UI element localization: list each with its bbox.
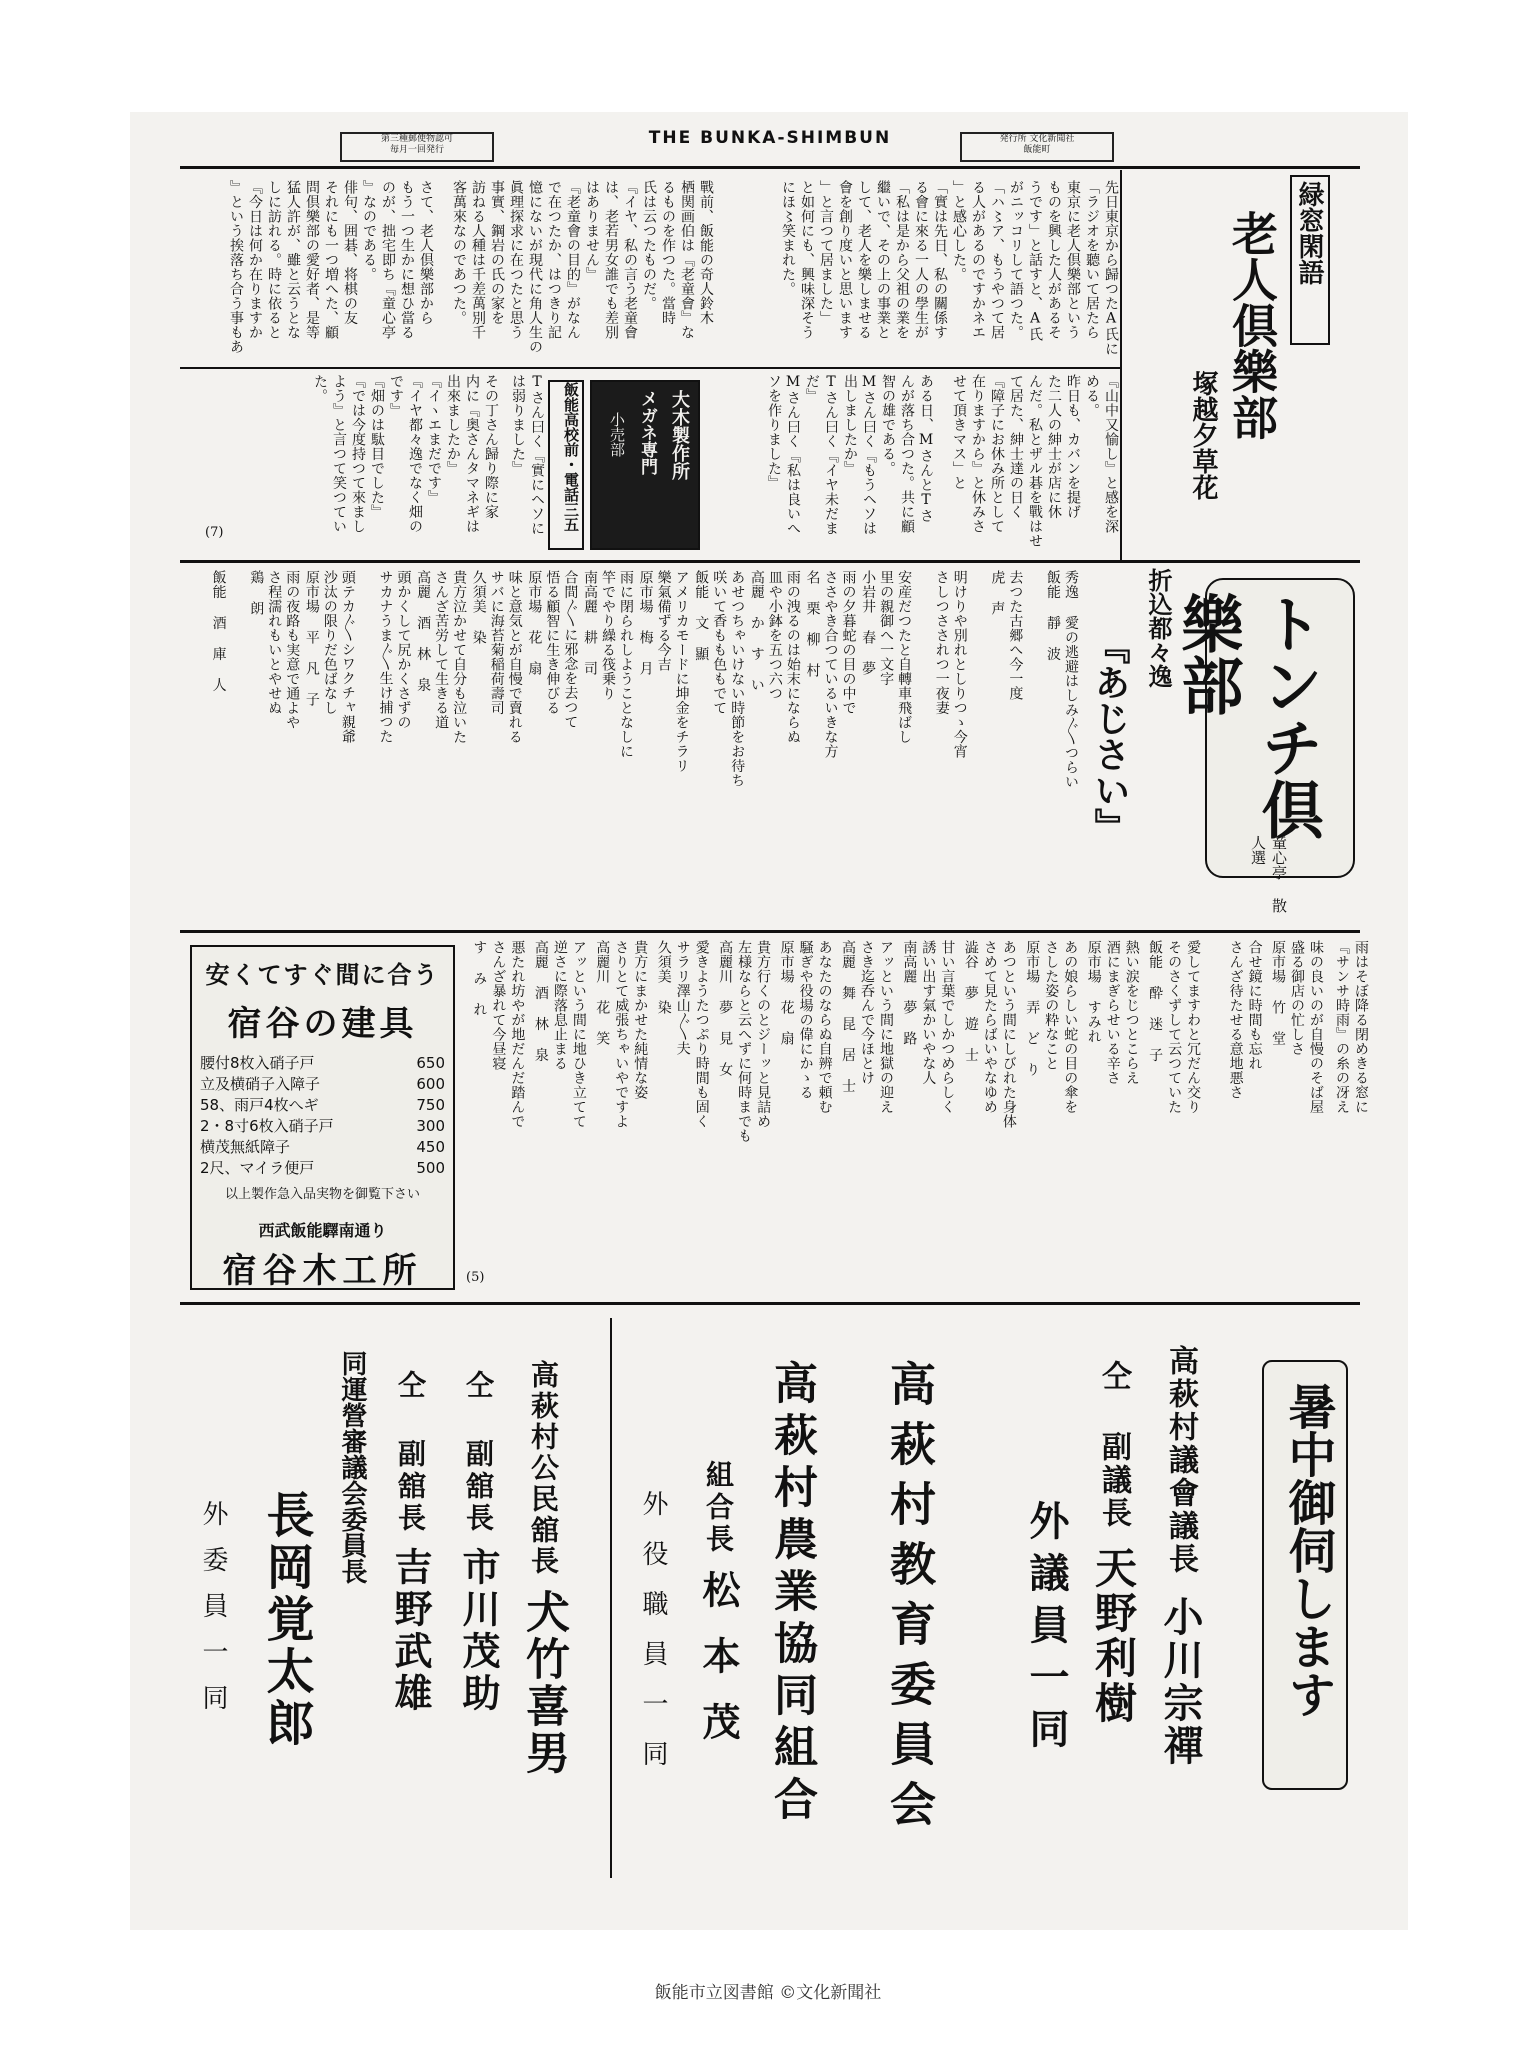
- community-hall-head: 高萩村公民舘長犬竹喜男: [518, 1360, 569, 1777]
- senryu-line: さんざ暴れて今昼寝: [490, 940, 507, 1071]
- price-item-value: 500: [416, 1159, 445, 1177]
- column-part3: さて、老人倶樂部から もう一つ生かに想ひ當る のが、拙宅即ち『童心亭 』なのである。 俳句、囲碁、将棋の友 それにも一つ増へた、顧 問倶樂部の愛好者、是等 猛人許が、雖と云うとな しに訪れる。時に依ると 『今日は何か在りますか 』という挨落ち合う事もあ: [228, 180, 434, 354]
- dodoitsu-line: 去つた古郷へ今一度: [1007, 570, 1024, 701]
- dodoitsu-poem: [579, 570, 635, 920]
- dodoitsu-author: 南高麗 耕 司: [582, 570, 598, 676]
- dodoitsu-poem: [524, 570, 580, 920]
- optician-ad-specialty: メガネ専門: [637, 390, 657, 475]
- senryu-line: 誘い出す氣かいやな人: [920, 940, 937, 1085]
- dodoitsu-line: 貴方泣かせて自分も泣いた: [451, 570, 468, 744]
- column-author: 塚越夕草花: [1188, 370, 1218, 500]
- assembly-vice-chair: 仝 副議長天野利樹: [1089, 1360, 1138, 1726]
- dodoitsu-poem: [691, 570, 747, 920]
- senryu-poem: [834, 940, 895, 1295]
- price-item-name: 2尺、マイラ便戸: [200, 1159, 315, 1177]
- price-row: [200, 1074, 445, 1095]
- dodoitsu-poem: [635, 570, 691, 920]
- footer-credit: 飯能市立図書館 ©文化新聞社: [654, 1983, 882, 2003]
- senryu-line: 熱い涙をじつとこらえ: [1123, 940, 1140, 1085]
- price-item-name: 2・8寸6枚入硝子戸: [200, 1117, 334, 1135]
- dodoitsu-title: 折込都々逸: [1144, 568, 1173, 688]
- dodoitsu-poem: [190, 570, 246, 920]
- senryu-line: 原市場 すみれ: [1085, 940, 1102, 1044]
- dodoitsu-author: 名 栗 柳 村: [804, 570, 821, 678]
- senryu-line: 久須美 染: [655, 940, 672, 1015]
- dodoitsu-author: 原市場 花 扇: [526, 570, 543, 676]
- dodoitsu-line: 頭テカ〲シワクチャ親爺: [339, 570, 356, 744]
- dodoitsu-poem: [413, 570, 469, 920]
- senryu-line: 合せ鏡に時間も忘れ: [1246, 940, 1263, 1071]
- section-rule-2: [180, 930, 1360, 933]
- council-chair-role: 同運營審議会委員長: [337, 1350, 367, 1584]
- senryu-line: 原市場 花 扇: [778, 940, 795, 1046]
- dodoitsu-line: 飯能 靜 波: [1045, 570, 1061, 661]
- dodoitsu-poem: [969, 570, 1025, 920]
- dodoitsu-poem: [913, 570, 969, 920]
- senryu-poem: [1079, 940, 1140, 1295]
- column-series-label: 緑窓閑語: [1290, 175, 1330, 345]
- senryu-poem: [1202, 940, 1263, 1295]
- senryu-line: 南高麗 夢 路: [901, 940, 918, 1046]
- woodwork-ad-address: 西武飯能驛南通り: [258, 1221, 387, 1240]
- dodoitsu-line: 明けりや別れとしりつゝ今宵: [951, 570, 968, 759]
- masthead-title: THE BUNKA-SHIMBUN: [648, 128, 892, 148]
- dodoitsu-line: 雨の夕暮蛇の目の中で: [840, 570, 857, 715]
- column-part5: ある日、MさんとTさ んが落ち合つた。共に顧 智の雄である。 Mさん曰く『もうヘソは 出しましたか』 Tさん曰く『イヤ未だま だ』 Mさん曰く『私は良いへ ソを作りました』: [766, 374, 934, 536]
- senryu-line: 原市場 竹 堂: [1269, 940, 1286, 1046]
- dodoitsu-author: 原市場 梅 月: [637, 570, 654, 676]
- price-item-name: 58、雨戸4枚へギ: [200, 1096, 319, 1114]
- woodwork-ad-title: 宿谷の建具: [227, 1004, 418, 1044]
- senryu-line: あなたのならぬ自辨で頼む: [816, 940, 833, 1114]
- tonchi-club-title: トンチ倶樂部: [1171, 592, 1324, 840]
- dodoitsu-poem: [1024, 570, 1080, 920]
- dodoitsu-poem: [468, 570, 524, 920]
- senryu-line: 逆さに際落息止まる: [551, 940, 568, 1071]
- dodoitsu-line: ささやき合つているいきな方: [822, 570, 839, 759]
- dodoitsu-line: さしつさされつ一夜妻: [933, 570, 950, 715]
- optician-ad-name: 大木製作所: [669, 390, 690, 480]
- column-part2: 戰前、飯能の奇人鈴木 栖関画伯は『老童會』な るものを作つた。當時 氏は云つたものだ。 『イヤ、私の言う老童會 は、老若男女誰でも差別 はありません』 『老童會の目的』がなん で在つたか、はつきり記 憶にないが現代に角人生の 眞理探求に在つたと思う 事實、鋼岩の氏の家を 訪ねる人種は千差萬別千 客萬來なのであつた。: [451, 180, 714, 354]
- agri-coop-president: 組合長松本茂: [696, 1460, 741, 1768]
- price-item-name: 立及横硝子入障子: [200, 1075, 321, 1093]
- dodoitsu-theme: 『あじさい』: [1089, 628, 1131, 844]
- senryu-line: 騒ぎや役場の偉にかゝる: [797, 940, 814, 1100]
- dodoitsu-line: さ程濡れもいとやせぬ: [266, 570, 283, 715]
- summer-greeting-banner: [1262, 1360, 1348, 1790]
- woodwork-ad-note: 以上製作急入品実物を御覧下さい: [224, 1187, 420, 1202]
- senryu-line: 味の良いのが自慢のそば屋: [1307, 940, 1324, 1114]
- dodoitsu-line: 竿でやり繰る筏乗り: [600, 570, 616, 701]
- price-row: [200, 1053, 445, 1074]
- price-row: [200, 1116, 445, 1137]
- senryu-line: 高麗 舞 昆 居 士: [839, 940, 856, 1093]
- dodoitsu-line: 合間〲に邪念を去つて: [562, 570, 579, 729]
- council-members: 外委員一同: [198, 1500, 228, 1730]
- assembly-members: 外議員一同: [1023, 1500, 1070, 1760]
- senryu-line: 高麗 酒 林 泉: [532, 940, 549, 1062]
- assembly-chair: 高萩村議會議長小川宗禪: [1157, 1345, 1204, 1768]
- greeting-divider: [610, 1318, 612, 1878]
- senryu-line: アッという間に地ひき立てて: [570, 940, 587, 1129]
- senryu-line: 貴方にまかせた純情な姿: [632, 940, 649, 1100]
- dodoitsu-line: 悟る顧智に生き伸びる: [544, 570, 561, 715]
- column-part7: その丁さん歸り際に家 内に『奥さんタマネギは 出來ましたか』 『イヽエまだです』 『イヤ都々逸でなく畑の です』 『畑のは駄目でした』 『では今度持つて來まし よう』と言つて笑つてい た。: [312, 374, 499, 534]
- dodoitsu-author: 高麗 酒 林 泉: [415, 570, 432, 692]
- price-item-value: 600: [416, 1075, 445, 1093]
- dodoitsu-line: 飯能 酒 庫 人: [210, 570, 227, 692]
- senryu-line: 原市場 弄 ど り: [1024, 940, 1041, 1077]
- senryu-line: す み れ: [471, 940, 488, 1017]
- price-row: [200, 1095, 445, 1116]
- column-page-number: (7): [205, 525, 224, 540]
- senryu-line: あの娘らしい蛇の目の傘を: [1062, 940, 1079, 1114]
- optician-ad-address: 飯能高校前・電話三五: [548, 380, 584, 550]
- senryu-line: サラリ澤山〲夫: [674, 940, 691, 1056]
- senryu-line: 盛る御店の忙しさ: [1288, 940, 1305, 1056]
- price-item-name: 横茂無紙障子: [200, 1138, 291, 1156]
- postal-stamp-left: 第三種郵便物認可 毎月一回発行: [340, 132, 494, 162]
- dodoitsu-line: 里の親御へ一文字: [878, 570, 895, 686]
- column-title: 老人倶樂部: [1225, 210, 1279, 440]
- senryu-poem: [772, 940, 833, 1295]
- senryu-line: 高麗川 夢 見 女: [717, 940, 734, 1077]
- header-rule: [180, 166, 1360, 169]
- senryu-line: そのさくずして云つていた: [1166, 940, 1183, 1114]
- senryu-poem: [588, 940, 649, 1295]
- dodoitsu-author: 鶏 朗: [248, 570, 265, 616]
- dodoitsu-line: 咲いて香もも色もでて: [711, 570, 728, 715]
- community-hall-vice2: 仝 副舘長吉野武雄: [388, 1370, 433, 1715]
- senryu-line: さき迄呑んで今ほとけ: [858, 940, 875, 1085]
- tonchi-club-badge: [1171, 578, 1355, 878]
- agri-coop-name: 高萩村農業協同組合: [766, 1360, 817, 1828]
- senryu-line: あつという間にしびれた身体: [1000, 940, 1017, 1129]
- summer-greeting-text: 暑中御伺します: [1280, 1382, 1336, 1718]
- senryu-line: 澁谷 夢 遊 士: [962, 940, 979, 1062]
- dodoitsu-line: 味と意気とが自慢で賣れる: [506, 570, 523, 744]
- section-rule-3: [180, 1302, 1360, 1305]
- dodoitsu-author: 高麗 か す い: [748, 570, 765, 692]
- column-part1: 先日東京から歸つたA氏に 「ラジオを聽いて居たら 東京に老人倶樂部という ものを興した人があるそ うです」と話すと、A氏 がニッコリして語つた。 「ハ〻ア、もうやつて居 る人があるのですかネエ 」と感心した。 「實は先日、私の關係す る會に來る一人の學生が 「私は是から父祖の業を 繼いで、その上の事業と して、老人を樂しませる 會を創り度いと思います 」と言つて居ました」 と如何にも、興味深そう にほ〻笑まれた。: [780, 180, 1119, 356]
- senryu-poem: [956, 940, 1017, 1295]
- senryu-poem: [1018, 940, 1079, 1295]
- woodwork-ad: [190, 945, 455, 1290]
- senryu-line: 悪たれ坊やが地だんだ踏んで: [509, 940, 526, 1129]
- optician-ad-dept: 小売部: [608, 412, 626, 457]
- column-side-rule: [1120, 170, 1122, 560]
- senryu-header: 雨はそぼ降る閉めきる窓に 『サンサ時雨』の糸の冴え: [1334, 940, 1369, 1114]
- dodoitsu-line: 秀逸 愛の逃避はしみ〲つらい: [1063, 570, 1079, 789]
- dodoitsu-author: 原市場 平 凡 子: [303, 570, 320, 707]
- dodoitsu-line: 雨の洩るのは始末にならぬ: [784, 570, 801, 744]
- price-item-value: 450: [416, 1138, 445, 1156]
- senryu-line: さめて見たらばいやなゆめ: [981, 940, 998, 1114]
- dodoitsu-line: 雨に閉られしようことなしに: [618, 570, 634, 759]
- dodoitsu-author: 小岩井 春 夢: [860, 570, 877, 676]
- dodoitsu-poem: [802, 570, 858, 920]
- masthead-bar: [130, 116, 1408, 166]
- senryu-line: さんざ待たせる意地悪さ: [1227, 940, 1244, 1100]
- dodoitsu-poem: [301, 570, 357, 920]
- dodoitsu-line: 安産だつたと自轉車飛ばし: [896, 570, 913, 744]
- senryu-line: さした姿の粋なこと: [1043, 940, 1060, 1071]
- education-committee: 高萩村教育委員会: [883, 1360, 937, 1840]
- dodoitsu-poem: [357, 570, 413, 920]
- senryu-line: 愛きようたつぷり時間も固く: [693, 940, 710, 1129]
- dodoitsu-line: 樂氣備ずる今吉: [655, 570, 672, 672]
- section-rule-1: [180, 560, 1360, 563]
- dodoitsu-poem: [246, 570, 302, 920]
- senryu-poem: [526, 940, 587, 1295]
- senryu-line: 左様ならと云へずに何時までも: [736, 940, 753, 1143]
- agri-coop-staff: 外役職員一同: [638, 1490, 668, 1790]
- dodoitsu-line: アメリカモードに坤金をチラリ: [673, 570, 690, 773]
- community-hall-vice1: 仝 副舘長市川茂助: [456, 1370, 501, 1715]
- dodoitsu-poem: [858, 570, 914, 920]
- senryu-line: 貴方行くのとジーッと見詰め: [755, 940, 772, 1129]
- price-row: [200, 1158, 445, 1179]
- dodoitsu-line: さんざ苦労して生きる道: [433, 570, 450, 730]
- senryu-line: 飯能 酔 迷 子: [1147, 940, 1164, 1062]
- senryu-poem: [1264, 940, 1325, 1295]
- senryu-poem: [895, 940, 956, 1295]
- senryu-poem: [649, 940, 710, 1295]
- council-chair-name: 長岡覚太郎: [258, 1490, 314, 1750]
- price-item-value: 650: [416, 1054, 445, 1072]
- dodoitsu-author: 飯能 文 顯: [693, 570, 710, 661]
- dodoitsu-line: 頭かくして尻かくさずの: [395, 570, 412, 730]
- column-mid-rule: [180, 367, 1120, 369]
- dodoitsu-line: あせつちゃいけない時節をお待ち: [729, 570, 746, 788]
- senryu-line: 酒にまぎらせいる辛さ: [1104, 940, 1121, 1085]
- dodoitsu-poem: [746, 570, 802, 920]
- senryu-line: 愛してますわと冗だん交り: [1185, 940, 1202, 1114]
- woodwork-ad-headline: 安くてすぐ間に合う: [205, 960, 440, 989]
- senryu-poem: [711, 940, 772, 1295]
- woodwork-ad-price-list: [200, 1053, 445, 1179]
- senryu-line: 甘い言葉でしかつめらしく: [939, 940, 956, 1114]
- price-row: [200, 1137, 445, 1158]
- optician-ad: [590, 380, 700, 550]
- dodoitsu-line: 皿や小鉢を五つ六つ: [766, 570, 783, 701]
- senryu-poem: [465, 940, 526, 1295]
- woodwork-ad-company: 宿谷木工所: [222, 1251, 423, 1291]
- senryu-line: アッという間に地獄の迎え: [877, 940, 894, 1114]
- dodoitsu-line: サカナうま〲生け捕つた: [377, 570, 394, 744]
- dodoitsu-line: 虎 声: [989, 570, 1006, 616]
- senryu-poem: [1141, 940, 1202, 1295]
- price-item-value: 300: [416, 1117, 445, 1135]
- dodoitsu-author: 久須美 染: [470, 570, 487, 645]
- dodoitsu-line: 沙汰の限りだ色ばなし: [321, 570, 338, 715]
- price-item-name: 腰付8枚入硝子戸: [200, 1054, 315, 1072]
- column-part6: Tさん曰く『實にヘソに は弱りました』: [510, 374, 545, 536]
- dodoitsu-line: 雨の夜路も実意で通よや: [284, 570, 301, 730]
- column-part4: 『山中又愉し』と感を深 める。 昨日も、カバンを提げ た二人の紳士が店に休 んだ。私とザル碁を戰はせ て居た、紳士達の日く 『障子にお休み所として 在りますから』と休みさ せて頂きマス」と: [951, 374, 1119, 548]
- senryu-line: さりとて威張ちゃいやですよ: [613, 940, 630, 1129]
- postal-stamp-right: 発行所 文化新聞社 飯能町: [960, 132, 1114, 162]
- price-item-value: 750: [416, 1096, 445, 1114]
- senryu-page-number: (5): [466, 1270, 485, 1285]
- senryu-line: 高麗川 花 笑: [594, 940, 611, 1046]
- tonchi-club-selector: 童心亭 散人選: [1249, 835, 1288, 913]
- dodoitsu-line: サバに海苔菊稲荷壽司: [488, 570, 505, 715]
